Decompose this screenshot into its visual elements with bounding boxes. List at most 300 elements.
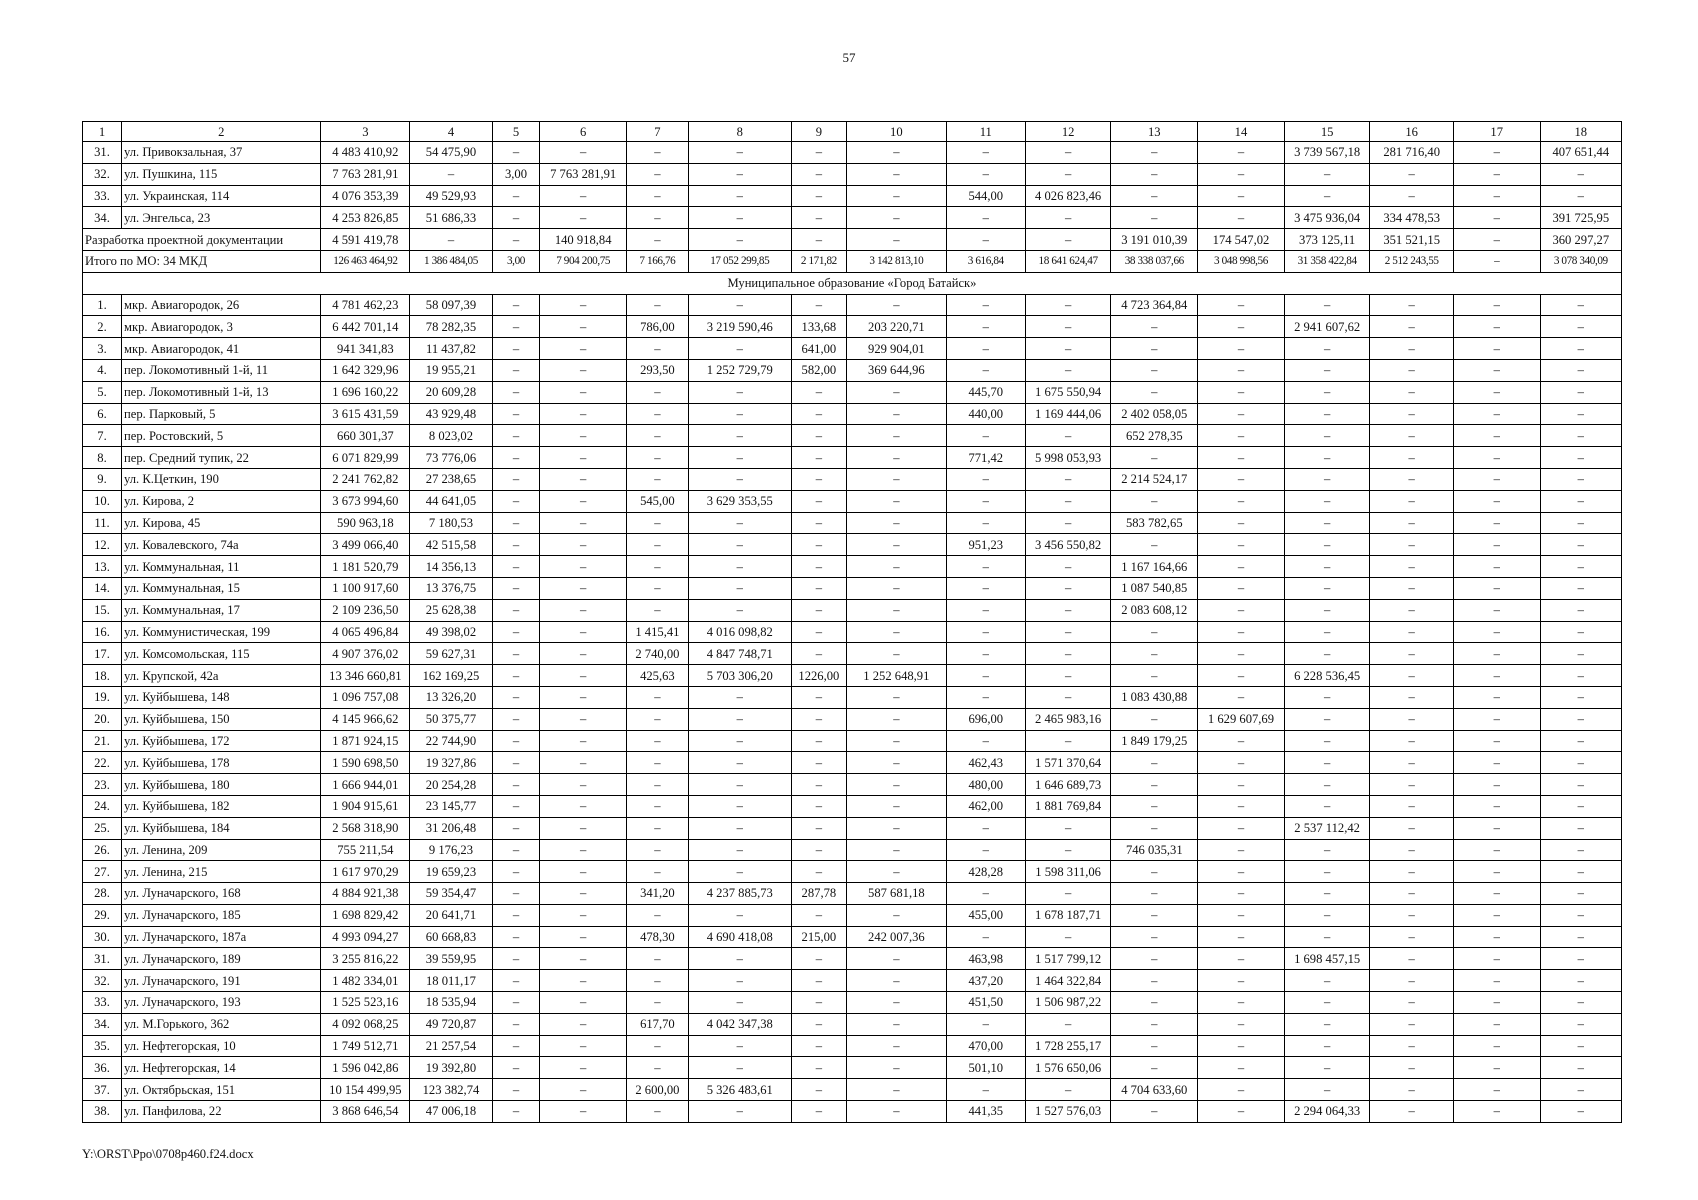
table-row (83, 447, 1622, 469)
value-cell: 771,42 (946, 447, 1025, 469)
value-cell: – (791, 185, 846, 207)
value-cell: – (1025, 142, 1111, 164)
value-cell: 20 254,28 (410, 774, 492, 796)
value-cell: – (492, 1057, 540, 1079)
value-cell: – (1540, 774, 1621, 796)
value-cell: – (946, 468, 1025, 490)
address-cell: ул. Ленина, 209 (122, 839, 321, 861)
value-cell: 545,00 (627, 490, 689, 512)
value-cell: – (1540, 185, 1621, 207)
value-cell: – (492, 447, 540, 469)
value-cell: 1 666 944,01 (321, 774, 410, 796)
value-cell: 6 228 536,45 (1284, 665, 1370, 687)
table-row (83, 904, 1622, 926)
value-cell: 1 181 520,79 (321, 556, 410, 578)
value-cell: 1 386 484,05 (410, 250, 492, 272)
address-cell: ул. Энгельса, 23 (122, 207, 321, 229)
value-cell: – (688, 447, 791, 469)
value-cell: – (791, 534, 846, 556)
value-cell: – (1111, 490, 1198, 512)
value-cell: – (1284, 599, 1370, 621)
value-cell: – (1453, 425, 1540, 447)
value-cell: – (540, 970, 627, 992)
value-cell: – (1025, 665, 1111, 687)
value-cell: 641,00 (791, 338, 846, 360)
data-table (82, 121, 1622, 1123)
column-number: 18 (1540, 122, 1621, 142)
value-cell: – (1111, 708, 1198, 730)
value-cell: – (791, 839, 846, 861)
table-row (83, 403, 1622, 425)
value-cell: – (1025, 643, 1111, 665)
value-cell: – (1284, 1013, 1370, 1035)
address-cell: ул. Ленина, 215 (122, 861, 321, 883)
value-cell: 428,28 (946, 861, 1025, 883)
address-cell: ул. Луначарского, 191 (122, 970, 321, 992)
value-cell: – (847, 163, 947, 185)
row-label: Разработка проектной документации (83, 229, 321, 251)
value-cell: – (1453, 643, 1540, 665)
value-cell: 1 881 769,84 (1025, 795, 1111, 817)
value-cell: 3 616,84 (946, 250, 1025, 272)
value-cell: 215,00 (791, 926, 846, 948)
column-number: 10 (847, 122, 947, 142)
value-cell: – (847, 948, 947, 970)
row-number: 20. (83, 708, 122, 730)
value-cell: 463,98 (946, 948, 1025, 970)
value-cell: – (627, 163, 689, 185)
value-cell: 3 078 340,09 (1540, 250, 1621, 272)
value-cell: 4 591 419,78 (321, 229, 410, 251)
value-cell: – (540, 1079, 627, 1101)
value-cell: – (791, 752, 846, 774)
row-number: 34. (83, 1013, 122, 1035)
value-cell: – (1540, 294, 1621, 316)
value-cell: – (791, 142, 846, 164)
column-number: 17 (1453, 122, 1540, 142)
row-number: 2. (83, 316, 122, 338)
value-cell: – (1284, 1079, 1370, 1101)
value-cell: 1 617 970,29 (321, 861, 410, 883)
value-cell: – (1284, 512, 1370, 534)
value-cell: – (1540, 1057, 1621, 1079)
value-cell: – (1198, 577, 1285, 599)
value-cell: – (1198, 447, 1285, 469)
value-cell: 4 016 098,82 (688, 621, 791, 643)
value-cell: – (1370, 926, 1453, 948)
value-cell: 13 326,20 (410, 686, 492, 708)
value-cell: – (1198, 599, 1285, 621)
value-cell: – (847, 512, 947, 534)
value-cell: 4 884 921,38 (321, 883, 410, 905)
value-cell: 73 776,06 (410, 447, 492, 469)
value-cell: – (847, 294, 947, 316)
value-cell: 4 042 347,38 (688, 1013, 791, 1035)
value-cell: – (540, 359, 627, 381)
value-cell: 60 668,83 (410, 926, 492, 948)
value-cell: – (946, 1013, 1025, 1035)
address-cell: пер. Локомотивный 1-й, 11 (122, 359, 321, 381)
value-cell: – (791, 599, 846, 621)
value-cell: – (540, 752, 627, 774)
value-cell: – (791, 556, 846, 578)
address-cell: ул. Коммунальная, 11 (122, 556, 321, 578)
value-cell: – (847, 468, 947, 490)
column-number: 13 (1111, 122, 1198, 142)
value-cell: 2 214 524,17 (1111, 468, 1198, 490)
row-number: 15. (83, 599, 122, 621)
value-cell: 590 963,18 (321, 512, 410, 534)
value-cell: – (540, 1057, 627, 1079)
value-cell: – (492, 381, 540, 403)
value-cell: – (688, 752, 791, 774)
value-cell: – (627, 142, 689, 164)
value-cell: – (847, 970, 947, 992)
row-number: 19. (83, 686, 122, 708)
value-cell: – (1198, 643, 1285, 665)
value-cell: – (1540, 992, 1621, 1014)
value-cell: – (688, 403, 791, 425)
value-cell: – (492, 970, 540, 992)
value-cell: 1 749 512,71 (321, 1035, 410, 1057)
value-cell: 23 145,77 (410, 795, 492, 817)
value-cell: 2 512 243,55 (1370, 250, 1453, 272)
value-cell: – (492, 686, 540, 708)
table-row (83, 926, 1622, 948)
value-cell: 7 180,53 (410, 512, 492, 534)
value-cell: – (1111, 142, 1198, 164)
address-cell: ул. Ковалевского, 74а (122, 534, 321, 556)
value-cell: 441,35 (946, 1101, 1025, 1123)
value-cell: – (1284, 490, 1370, 512)
value-cell: 6 071 829,99 (321, 447, 410, 469)
value-cell: 3 048 998,56 (1198, 250, 1285, 272)
table-row (83, 338, 1622, 360)
value-cell: – (1370, 403, 1453, 425)
value-cell: – (492, 817, 540, 839)
value-cell: – (688, 795, 791, 817)
value-cell: 13 376,75 (410, 577, 492, 599)
value-cell: – (492, 708, 540, 730)
value-cell: – (1540, 948, 1621, 970)
value-cell: 10 154 499,95 (321, 1079, 410, 1101)
address-cell: ул. Луначарского, 185 (122, 904, 321, 926)
value-cell: – (847, 534, 947, 556)
value-cell: – (1453, 185, 1540, 207)
value-cell: 2 294 064,33 (1284, 1101, 1370, 1123)
table-row (83, 795, 1622, 817)
value-cell: – (1540, 316, 1621, 338)
address-cell: ул. Нефтегорская, 14 (122, 1057, 321, 1079)
value-cell: – (791, 774, 846, 796)
value-cell: – (946, 229, 1025, 251)
address-cell: мкр. Авиагородок, 26 (122, 294, 321, 316)
value-cell: – (1198, 1079, 1285, 1101)
table-row (83, 381, 1622, 403)
value-cell: – (492, 621, 540, 643)
value-cell: 287,78 (791, 883, 846, 905)
value-cell: – (492, 926, 540, 948)
value-cell: – (627, 577, 689, 599)
value-cell: – (540, 730, 627, 752)
row-number: 29. (83, 904, 122, 926)
value-cell: 1 252 648,91 (847, 665, 947, 687)
value-cell: – (1198, 381, 1285, 403)
value-cell: 437,20 (946, 970, 1025, 992)
value-cell: – (492, 142, 540, 164)
value-cell: 140 918,84 (540, 229, 627, 251)
value-cell: – (1284, 643, 1370, 665)
value-cell: – (1370, 861, 1453, 883)
page-number: 57 (842, 50, 856, 65)
value-cell: 4 781 462,23 (321, 294, 410, 316)
row-number: 14. (83, 577, 122, 599)
value-cell: 3 456 550,82 (1025, 534, 1111, 556)
value-cell: – (847, 490, 947, 512)
value-cell: 3 615 431,59 (321, 403, 410, 425)
value-cell: – (688, 425, 791, 447)
value-cell: – (627, 512, 689, 534)
value-cell: – (1370, 425, 1453, 447)
value-cell: – (540, 861, 627, 883)
value-cell: 4 704 633,60 (1111, 1079, 1198, 1101)
value-cell: – (847, 403, 947, 425)
value-cell: – (688, 970, 791, 992)
row-number: 27. (83, 861, 122, 883)
value-cell: 203 220,71 (847, 316, 947, 338)
value-cell: – (1370, 904, 1453, 926)
value-cell: – (492, 338, 540, 360)
row-number: 26. (83, 839, 122, 861)
value-cell: – (1453, 163, 1540, 185)
value-cell: – (540, 512, 627, 534)
table-row (83, 948, 1622, 970)
value-cell: – (1198, 338, 1285, 360)
value-cell: – (946, 730, 1025, 752)
value-cell: – (1540, 839, 1621, 861)
table-row (83, 163, 1622, 185)
value-cell: – (1284, 730, 1370, 752)
value-cell: – (1453, 970, 1540, 992)
value-cell: – (492, 1035, 540, 1057)
value-cell: – (791, 643, 846, 665)
value-cell: 2 241 762,82 (321, 468, 410, 490)
value-cell: – (627, 904, 689, 926)
row-number: 38. (83, 1101, 122, 1123)
value-cell: – (1198, 686, 1285, 708)
table-row (83, 992, 1622, 1014)
table-row (83, 665, 1622, 687)
value-cell: – (627, 556, 689, 578)
table-row (83, 708, 1622, 730)
value-cell: – (946, 512, 1025, 534)
value-cell: 59 627,31 (410, 643, 492, 665)
value-cell: – (946, 425, 1025, 447)
value-cell: – (540, 839, 627, 861)
column-number: 3 (321, 122, 410, 142)
value-cell: – (492, 403, 540, 425)
value-cell: 49 529,93 (410, 185, 492, 207)
value-cell: 281 716,40 (1370, 142, 1453, 164)
value-cell: – (540, 338, 627, 360)
value-cell: – (1198, 1035, 1285, 1057)
value-cell: – (688, 207, 791, 229)
value-cell: – (1370, 1013, 1453, 1035)
table-row (83, 534, 1622, 556)
value-cell: – (1540, 163, 1621, 185)
value-cell: – (540, 926, 627, 948)
value-cell: – (688, 163, 791, 185)
value-cell: – (540, 774, 627, 796)
value-cell: – (1453, 839, 1540, 861)
address-cell: мкр. Авиагородок, 41 (122, 338, 321, 360)
value-cell: – (1284, 970, 1370, 992)
value-cell: – (1370, 883, 1453, 905)
value-cell: – (1025, 338, 1111, 360)
value-cell: 1 527 576,03 (1025, 1101, 1111, 1123)
address-cell: ул. Украинская, 114 (122, 185, 321, 207)
value-cell: – (1540, 730, 1621, 752)
value-cell: – (1540, 970, 1621, 992)
value-cell: – (1453, 359, 1540, 381)
row-number: 21. (83, 730, 122, 752)
value-cell: – (791, 294, 846, 316)
value-cell: – (1453, 294, 1540, 316)
value-cell: 4 076 353,39 (321, 185, 410, 207)
value-cell: – (1198, 534, 1285, 556)
value-cell: – (1540, 752, 1621, 774)
value-cell: – (791, 708, 846, 730)
value-cell: – (1453, 665, 1540, 687)
value-cell: – (847, 992, 947, 1014)
value-cell: – (492, 468, 540, 490)
value-cell: – (410, 229, 492, 251)
value-cell: – (1453, 883, 1540, 905)
value-cell: 583 782,65 (1111, 512, 1198, 534)
value-cell: 162 169,25 (410, 665, 492, 687)
value-cell: – (1111, 795, 1198, 817)
value-cell: – (1453, 774, 1540, 796)
value-cell: – (1540, 926, 1621, 948)
value-cell: 462,43 (946, 752, 1025, 774)
address-cell: ул. Пушкина, 115 (122, 163, 321, 185)
value-cell: – (791, 1079, 846, 1101)
value-cell: – (946, 316, 1025, 338)
value-cell: 3 255 816,22 (321, 948, 410, 970)
row-number: 10. (83, 490, 122, 512)
value-cell: – (627, 730, 689, 752)
value-cell: – (946, 839, 1025, 861)
value-cell: – (1111, 185, 1198, 207)
value-cell: – (688, 556, 791, 578)
value-cell: – (1370, 686, 1453, 708)
value-cell: 17 052 299,85 (688, 250, 791, 272)
table-row (83, 142, 1622, 164)
value-cell: – (946, 577, 1025, 599)
value-cell: – (847, 229, 947, 251)
value-cell: – (1111, 948, 1198, 970)
value-cell: 7 763 281,91 (321, 163, 410, 185)
value-cell: – (540, 425, 627, 447)
value-cell: – (1370, 163, 1453, 185)
value-cell: – (1111, 970, 1198, 992)
value-cell: – (1198, 207, 1285, 229)
address-cell: ул. Коммунальная, 15 (122, 577, 321, 599)
value-cell: 1 629 607,69 (1198, 708, 1285, 730)
value-cell: – (1453, 992, 1540, 1014)
value-cell: – (946, 142, 1025, 164)
column-number: 8 (688, 122, 791, 142)
value-cell: 1 590 698,50 (321, 752, 410, 774)
value-cell: 54 475,90 (410, 142, 492, 164)
address-cell: ул. Коммунальная, 17 (122, 599, 321, 621)
value-cell: – (627, 425, 689, 447)
value-cell: – (1540, 795, 1621, 817)
value-cell: – (847, 599, 947, 621)
value-cell: – (627, 686, 689, 708)
value-cell: 19 392,80 (410, 1057, 492, 1079)
value-cell: – (847, 425, 947, 447)
table-row (83, 774, 1622, 796)
row-number: 36. (83, 1057, 122, 1079)
value-cell: 1 083 430,88 (1111, 686, 1198, 708)
value-cell: – (946, 817, 1025, 839)
address-cell: ул. Куйбышева, 150 (122, 708, 321, 730)
value-cell: – (1370, 665, 1453, 687)
value-cell: – (540, 447, 627, 469)
value-cell: 39 559,95 (410, 948, 492, 970)
value-cell: 293,50 (627, 359, 689, 381)
value-cell: – (1198, 861, 1285, 883)
row-number: 4. (83, 359, 122, 381)
value-cell: – (1025, 1013, 1111, 1035)
value-cell: – (791, 403, 846, 425)
value-cell: – (791, 1035, 846, 1057)
row-number: 9. (83, 468, 122, 490)
value-cell: 334 478,53 (1370, 207, 1453, 229)
value-cell: – (1370, 577, 1453, 599)
value-cell: – (540, 817, 627, 839)
value-cell: – (1284, 447, 1370, 469)
value-cell: – (1198, 948, 1285, 970)
value-cell: – (1370, 185, 1453, 207)
value-cell: – (492, 359, 540, 381)
value-cell: – (1370, 316, 1453, 338)
section-row (83, 272, 1622, 294)
value-cell: – (627, 992, 689, 1014)
value-cell: – (1284, 992, 1370, 1014)
value-cell: – (627, 447, 689, 469)
value-cell: 59 354,47 (410, 883, 492, 905)
value-cell: 351 521,15 (1370, 229, 1453, 251)
value-cell: – (791, 512, 846, 534)
value-cell: – (1198, 839, 1285, 861)
table-row (83, 839, 1622, 861)
address-cell: ул. Куйбышева, 178 (122, 752, 321, 774)
value-cell: 451,50 (946, 992, 1025, 1014)
value-cell: – (847, 556, 947, 578)
value-cell: – (1198, 926, 1285, 948)
value-cell: 1 696 160,22 (321, 381, 410, 403)
address-cell: ул. Куйбышева, 172 (122, 730, 321, 752)
value-cell: 44 641,05 (410, 490, 492, 512)
value-cell: 696,00 (946, 708, 1025, 730)
value-cell: – (791, 1057, 846, 1079)
value-cell: 391 725,95 (1540, 207, 1621, 229)
value-cell: – (847, 381, 947, 403)
value-cell: – (1370, 599, 1453, 621)
row-number: 34. (83, 207, 122, 229)
